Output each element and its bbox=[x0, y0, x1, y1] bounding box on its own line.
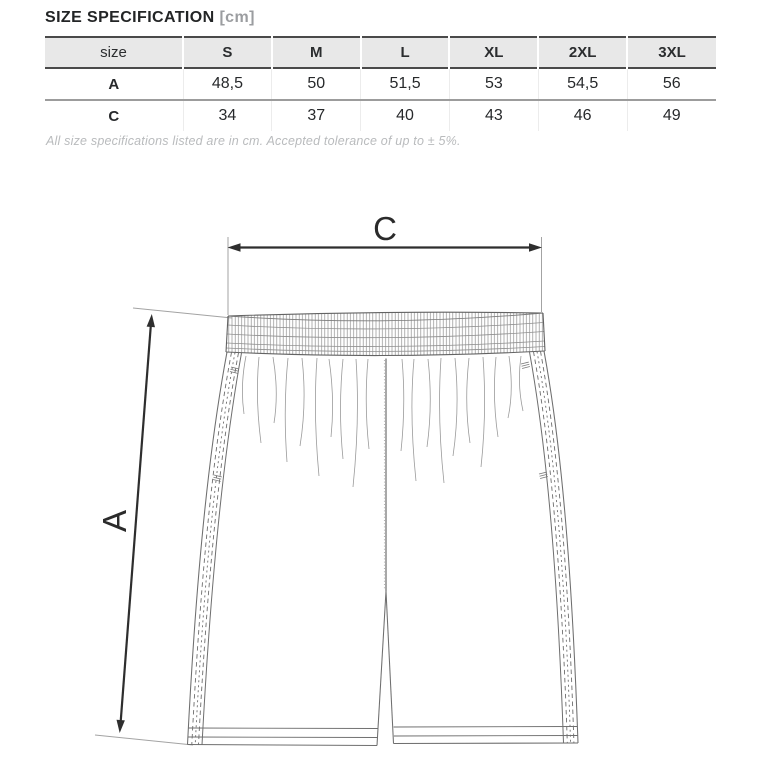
right-seam-inner-line bbox=[530, 352, 564, 743]
dimension-c-extension-lines bbox=[228, 237, 542, 315]
value-c-s: 34 bbox=[183, 100, 272, 131]
right-leg-bottom-edge bbox=[394, 743, 579, 744]
tolerance-note: All size specifications listed are in cm. Accepted tolerance of up to ± 5%. bbox=[46, 134, 461, 148]
shorts-drawing bbox=[188, 312, 579, 745]
dimension-c bbox=[228, 210, 543, 315]
leg-hem-lines bbox=[188, 727, 578, 738]
column-header-xl: XL bbox=[449, 37, 538, 68]
column-header-size: size bbox=[45, 37, 183, 68]
value-c-3xl: 49 bbox=[627, 100, 716, 131]
value-a-xl: 53 bbox=[449, 68, 538, 100]
column-header-2xl: 2XL bbox=[538, 37, 627, 68]
left-inseam bbox=[377, 591, 386, 746]
dimension-a-label: A bbox=[96, 509, 133, 533]
value-a-l: 51,5 bbox=[361, 68, 450, 100]
waistband-gather-lines bbox=[242, 356, 523, 487]
value-a-2xl: 54,5 bbox=[538, 68, 627, 100]
bartack-marks bbox=[213, 362, 548, 481]
left-seam-stitch-dashes bbox=[192, 352, 239, 744]
row-label-c: C bbox=[108, 107, 120, 125]
column-header-3xl: 3XL bbox=[627, 37, 716, 68]
value-c-l: 40 bbox=[361, 100, 450, 131]
side-seam-stitching bbox=[192, 351, 574, 745]
waistband bbox=[226, 312, 545, 355]
right-inseam bbox=[386, 591, 394, 744]
shorts-body-outline bbox=[188, 351, 579, 746]
arrowhead-down-icon bbox=[116, 720, 125, 734]
left-leg-bottom-edge bbox=[188, 745, 378, 746]
dimension-c-label: C bbox=[373, 210, 397, 247]
column-header-m: M bbox=[272, 37, 361, 68]
column-header-s: S bbox=[183, 37, 272, 68]
arrowhead-left-icon bbox=[228, 243, 241, 251]
left-outer-seam bbox=[188, 352, 228, 745]
page-title-text: SIZE SPECIFICATION bbox=[45, 9, 215, 26]
value-c-2xl: 46 bbox=[538, 100, 627, 131]
column-header-l: L bbox=[361, 37, 450, 68]
value-a-m: 50 bbox=[272, 68, 361, 100]
row-label-a: A bbox=[108, 75, 120, 93]
value-c-xl: 43 bbox=[449, 100, 538, 131]
value-a-3xl: 56 bbox=[627, 68, 716, 100]
arrowhead-up-icon bbox=[147, 314, 156, 328]
value-a-s: 48,5 bbox=[183, 68, 272, 100]
page-title-unit: [cm] bbox=[219, 9, 255, 26]
arrowhead-right-icon bbox=[529, 243, 542, 251]
value-c-m: 37 bbox=[272, 100, 361, 131]
